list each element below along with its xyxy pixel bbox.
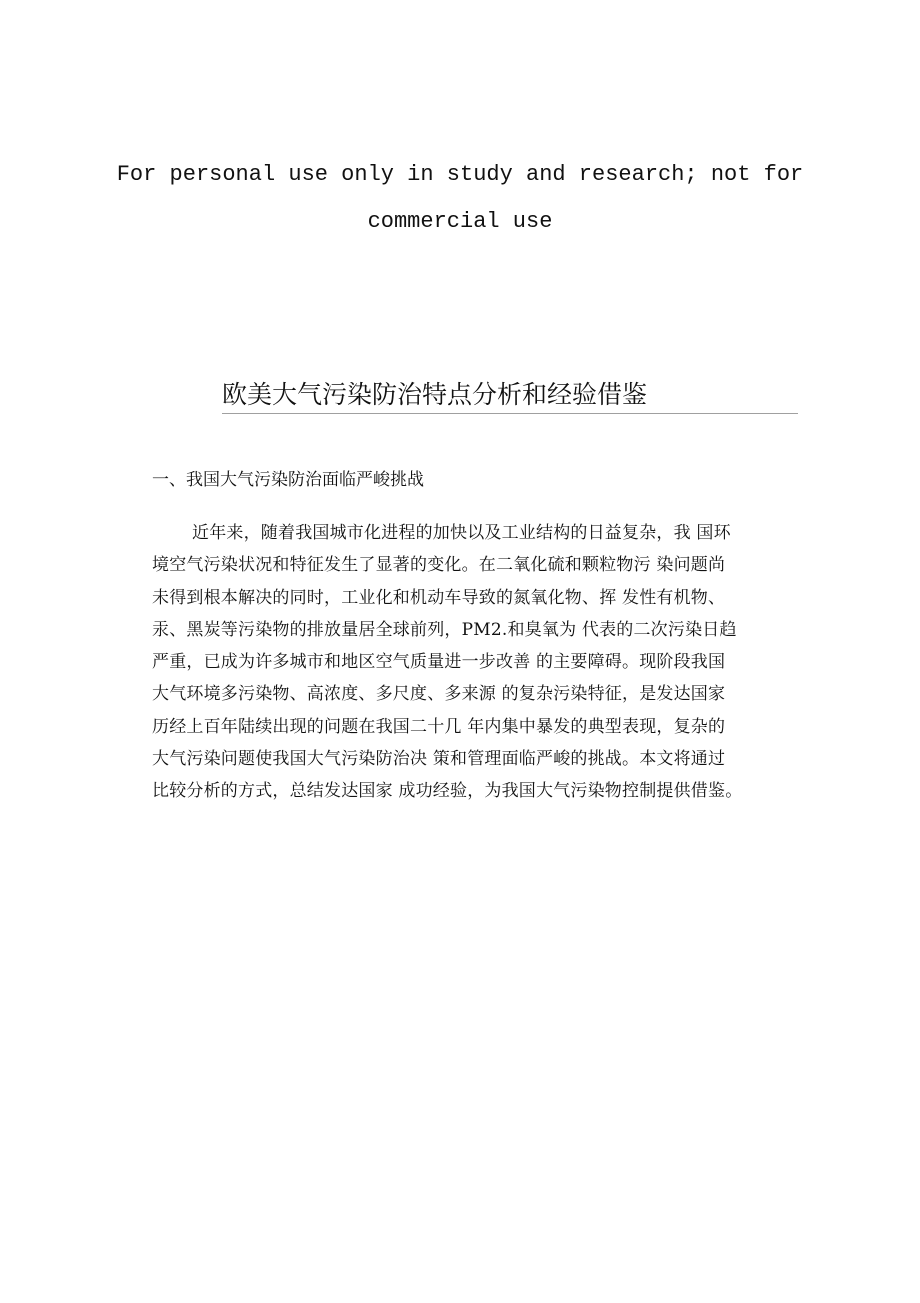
document-title: 欧美大气污染防治特点分析和经验借鉴 (222, 379, 798, 414)
paragraph-line: 严重，已成为许多城市和地区空气质量进一步改善 的主要障碍。现阶段我国 (152, 652, 726, 673)
body-paragraph (152, 521, 812, 812)
paragraph-line: 大气环境多污染物、高浓度、多尺度、多来源 的复杂污染特征，是发达国家 (152, 684, 726, 705)
section-heading: 一、我国大气污染防治面临严峻挑战 (152, 470, 424, 490)
paragraph-line: 历经上百年陆续出现的问题在我国二十几 年内集中暴发的典型表现，复杂的 (152, 716, 726, 737)
disclaimer-line-1: For personal use only in study and research; not for (116, 162, 804, 187)
paragraph-line: 未得到根本解决的同时，工业化和机动车导致的氮氧化物、挥 发性有机物、 (152, 587, 726, 608)
paragraph-line: 比较分析的方式，总结发达国家 成功经验，为我国大气污染物控制提供借鉴。 (152, 781, 743, 802)
paragraph-line: 近年来，随着我国城市化进程的加快以及工业结构的日益复杂，我 国环 (192, 523, 731, 543)
paragraph-line: 汞、黑炭等污染物的排放量居全球前列，PM2.和臭氧为 代表的二次污染日趋 (152, 619, 737, 640)
disclaimer-line-2: commercial use (367, 209, 553, 234)
paragraph-line: 大气污染问题使我国大气污染防治决 策和管理面临严峻的挑战。本文将通过 (152, 749, 726, 770)
paragraph-line: 境空气污染状况和特征发生了显著的变化。在二氧化硫和颗粒物污 染问题尚 (152, 555, 726, 576)
